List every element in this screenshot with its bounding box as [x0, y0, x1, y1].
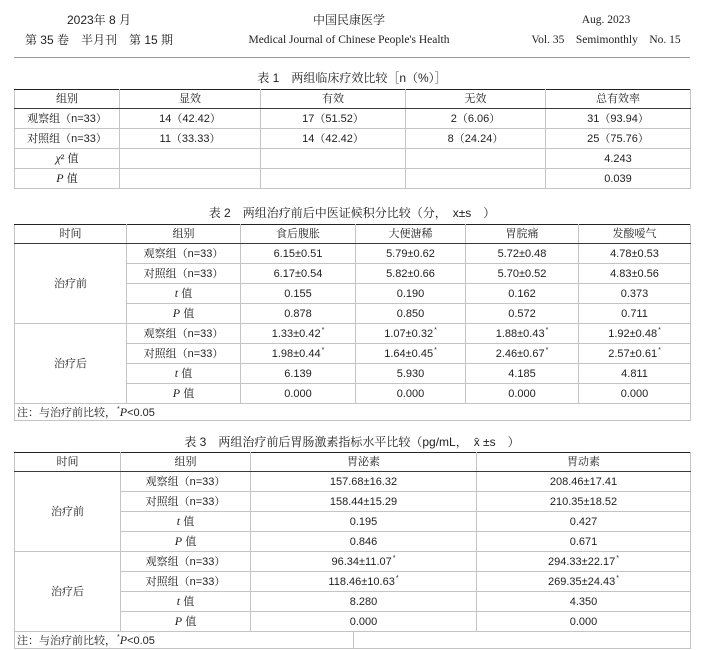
data-cell: 5.79±0.62: [356, 244, 466, 264]
group-label: 观察组（n=33）: [121, 472, 251, 492]
table-note-row: [15, 404, 691, 421]
data-cell: 4.185: [466, 364, 579, 384]
group-label: 观察组（n=33）: [127, 324, 241, 344]
significance-mark: *: [545, 346, 549, 354]
empty-cell: [261, 149, 406, 169]
data-cell: 6.17±0.54: [241, 264, 356, 284]
column-header: 时间: [15, 225, 127, 244]
data-cell: 0.000: [466, 384, 579, 404]
stat-label-cell: [127, 284, 241, 304]
clinical-efficacy-table: [14, 89, 691, 189]
stat-label: P 值: [56, 171, 78, 185]
column-header: 大便溏稀: [356, 225, 466, 244]
value: 96.34±11.07: [331, 555, 392, 568]
column-header: 组别: [15, 90, 120, 109]
publication-date-english: Aug. 2023: [581, 14, 631, 26]
column-header: 组别: [127, 225, 241, 244]
stat-label-cell: [121, 532, 251, 552]
data-cell: [251, 552, 477, 572]
stat-label-cell: [121, 512, 251, 532]
significance-mark: *: [616, 574, 619, 582]
data-cell: 4.243: [546, 149, 691, 169]
table-row: [15, 244, 691, 264]
tcm-syndrome-score-table: [14, 224, 691, 421]
stat-label: t 值: [174, 286, 193, 300]
journal-name-english: Medical Journal of Chinese People's Health: [248, 34, 450, 46]
data-cell: 0.878: [241, 304, 356, 324]
table-note: [15, 404, 691, 421]
value: 1.33±0.42: [271, 327, 321, 340]
header-rule: [14, 57, 690, 58]
empty-cell: [406, 169, 546, 189]
stat-label: t 值: [176, 514, 195, 528]
table-header-row: [15, 453, 691, 472]
stat-label: P 值: [174, 534, 197, 548]
group-label: 观察组（n=33）: [127, 244, 241, 264]
table1-caption: 表 1 两组临床疗效比较［n（%）］: [257, 71, 447, 85]
table-row: [15, 552, 691, 572]
data-cell: 14（42.42）: [261, 129, 406, 149]
data-cell: [466, 344, 579, 364]
value: 269.35±24.43: [548, 575, 616, 588]
data-cell: 0.000: [477, 612, 691, 632]
column-divider: [353, 631, 354, 648]
issue-info: 第 35 卷 半月刊 第 15 期: [24, 33, 174, 47]
data-cell: 0.162: [466, 284, 579, 304]
column-header: 发酸嗳气: [579, 225, 691, 244]
table-row: [15, 324, 691, 344]
data-cell: [466, 324, 579, 344]
significance-mark: *: [321, 346, 325, 354]
data-cell: 0.155: [241, 284, 356, 304]
column-header: 有效: [261, 90, 406, 109]
period-label: 治疗后: [15, 552, 121, 632]
data-cell: 0.039: [546, 169, 691, 189]
significance-mark: *: [392, 554, 396, 562]
table3-caption: 表 3 两组治疗前后胃肠激素指标水平比较（pg/mL， x̄ ±s ）: [184, 435, 520, 449]
data-cell: 5.70±0.52: [466, 264, 579, 284]
data-cell: 25（75.76）: [546, 129, 691, 149]
data-cell: [477, 572, 691, 592]
group-label: 对照组（n=33）: [121, 572, 251, 592]
period-label: 治疗前: [15, 244, 127, 324]
significance-mark: *: [545, 326, 549, 334]
value: 2.46±0.67: [495, 347, 545, 360]
data-cell: 17（51.52）: [261, 109, 406, 129]
table-header-row: [15, 90, 691, 109]
data-cell: 0.000: [251, 612, 477, 632]
stat-label: t 值: [176, 594, 195, 608]
data-cell: 5.82±0.66: [356, 264, 466, 284]
data-cell: 14（42.42）: [120, 109, 261, 129]
data-cell: 0.195: [251, 512, 477, 532]
table-header-row: [15, 225, 691, 244]
data-cell: 4.83±0.56: [579, 264, 691, 284]
data-cell: [241, 324, 356, 344]
significance-mark: *: [117, 633, 120, 641]
data-cell: [579, 344, 691, 364]
column-header: 食后腹胀: [241, 225, 356, 244]
value: 1.92±0.48: [608, 327, 658, 340]
significance-mark: *: [658, 326, 661, 334]
column-header: 组别: [121, 453, 251, 472]
column-header: 胃脘痛: [466, 225, 579, 244]
data-cell: 4.78±0.53: [579, 244, 691, 264]
stat-label-cell: [127, 364, 241, 384]
data-cell: 0.190: [356, 284, 466, 304]
group-label: 对照组（n=33）: [15, 129, 120, 149]
stat-label: t 值: [174, 366, 193, 380]
table-row: [15, 472, 691, 492]
stat-label: P 值: [174, 614, 197, 628]
column-header: 无效: [406, 90, 546, 109]
value: 1.98±0.44: [271, 347, 321, 360]
note-text: 注：与治疗前比较，: [17, 634, 116, 647]
data-cell: 0.711: [579, 304, 691, 324]
data-cell: [356, 344, 466, 364]
table-row: [15, 109, 691, 129]
data-cell: 0.427: [477, 512, 691, 532]
data-cell: 208.46±17.41: [477, 472, 691, 492]
significance-mark: *: [434, 346, 437, 354]
data-cell: 11（33.33）: [120, 129, 261, 149]
table-row: [15, 149, 691, 169]
table2-caption: 表 2 两组治疗前后中医证候积分比较（分， x±s ）: [208, 206, 496, 220]
data-cell: 0.671: [477, 532, 691, 552]
data-cell: 4.811: [579, 364, 691, 384]
data-cell: 0.572: [466, 304, 579, 324]
stat-label-cell: [15, 149, 120, 169]
significance-mark: *: [658, 346, 661, 354]
period-label: 治疗后: [15, 324, 127, 404]
stat-label: χ² 值: [55, 151, 79, 165]
value: 1.64±0.45: [384, 347, 434, 360]
significance-mark: *: [117, 405, 120, 413]
data-cell: 6.15±0.51: [241, 244, 356, 264]
data-cell: 5.72±0.48: [466, 244, 579, 264]
value: 1.88±0.43: [495, 327, 545, 340]
group-label: 对照组（n=33）: [127, 264, 241, 284]
significance-mark: *: [616, 554, 619, 562]
stat-label-cell: [127, 384, 241, 404]
stat-label-cell: [15, 169, 120, 189]
data-cell: [356, 324, 466, 344]
data-cell: [579, 324, 691, 344]
data-cell: 0.000: [241, 384, 356, 404]
group-label: 观察组（n=33）: [121, 552, 251, 572]
data-cell: 0.846: [251, 532, 477, 552]
data-cell: 8.280: [251, 592, 477, 612]
publication-date: 2023年 8 月: [66, 13, 132, 27]
value: 1.07±0.32: [384, 327, 434, 340]
significance-mark: *: [434, 326, 437, 334]
significance-mark: *: [395, 574, 399, 582]
header-right: [516, 10, 696, 50]
header-center: [229, 10, 469, 50]
table-row: [15, 169, 691, 189]
data-cell: 0.000: [356, 384, 466, 404]
empty-cell: [406, 149, 546, 169]
table-row: [15, 129, 691, 149]
data-cell: [251, 572, 477, 592]
column-header: 胃动素: [477, 453, 691, 472]
stat-label-cell: [127, 304, 241, 324]
data-cell: 31（93.94）: [546, 109, 691, 129]
gastrointestinal-hormone-table: [14, 452, 691, 649]
note-text: 注：与治疗前比较，: [17, 406, 116, 419]
data-cell: 8（24.24）: [406, 129, 546, 149]
group-label: 观察组（n=33）: [15, 109, 120, 129]
data-cell: 6.139: [241, 364, 356, 384]
data-cell: [477, 552, 691, 572]
empty-cell: [120, 169, 261, 189]
note-stat: P<0.05: [119, 632, 155, 647]
data-cell: 5.930: [356, 364, 466, 384]
empty-cell: [261, 169, 406, 189]
stat-label-cell: [121, 612, 251, 632]
journal-name: 中国民康医学: [312, 13, 385, 27]
significance-mark: *: [321, 326, 325, 334]
value: 294.33±22.17: [548, 555, 616, 568]
column-header: 显效: [120, 90, 261, 109]
empty-cell: [120, 149, 261, 169]
stat-label: P 值: [172, 306, 195, 320]
group-label: 对照组（n=33）: [121, 492, 251, 512]
period-label: 治疗前: [15, 472, 121, 552]
data-cell: 210.35±18.52: [477, 492, 691, 512]
stat-label-cell: [121, 592, 251, 612]
column-header: 总有效率: [546, 90, 691, 109]
group-label: 对照组（n=33）: [127, 344, 241, 364]
note-stat: P<0.05: [119, 404, 155, 419]
data-cell: 2（6.06）: [406, 109, 546, 129]
data-cell: 0.373: [579, 284, 691, 304]
data-cell: [241, 344, 356, 364]
data-cell: 4.350: [477, 592, 691, 612]
value: 118.46±10.63: [328, 575, 395, 588]
data-cell: 0.850: [356, 304, 466, 324]
column-header: 时间: [15, 453, 121, 472]
data-cell: 158.44±15.29: [251, 492, 477, 512]
column-header: 胃泌素: [251, 453, 477, 472]
stat-label: P 值: [172, 386, 195, 400]
header-left: [14, 10, 184, 50]
data-cell: 0.000: [579, 384, 691, 404]
value: 2.57±0.61: [608, 347, 658, 360]
data-cell: 157.68±16.32: [251, 472, 477, 492]
issue-info-english: Vol. 35 Semimonthly No. 15: [531, 34, 681, 46]
